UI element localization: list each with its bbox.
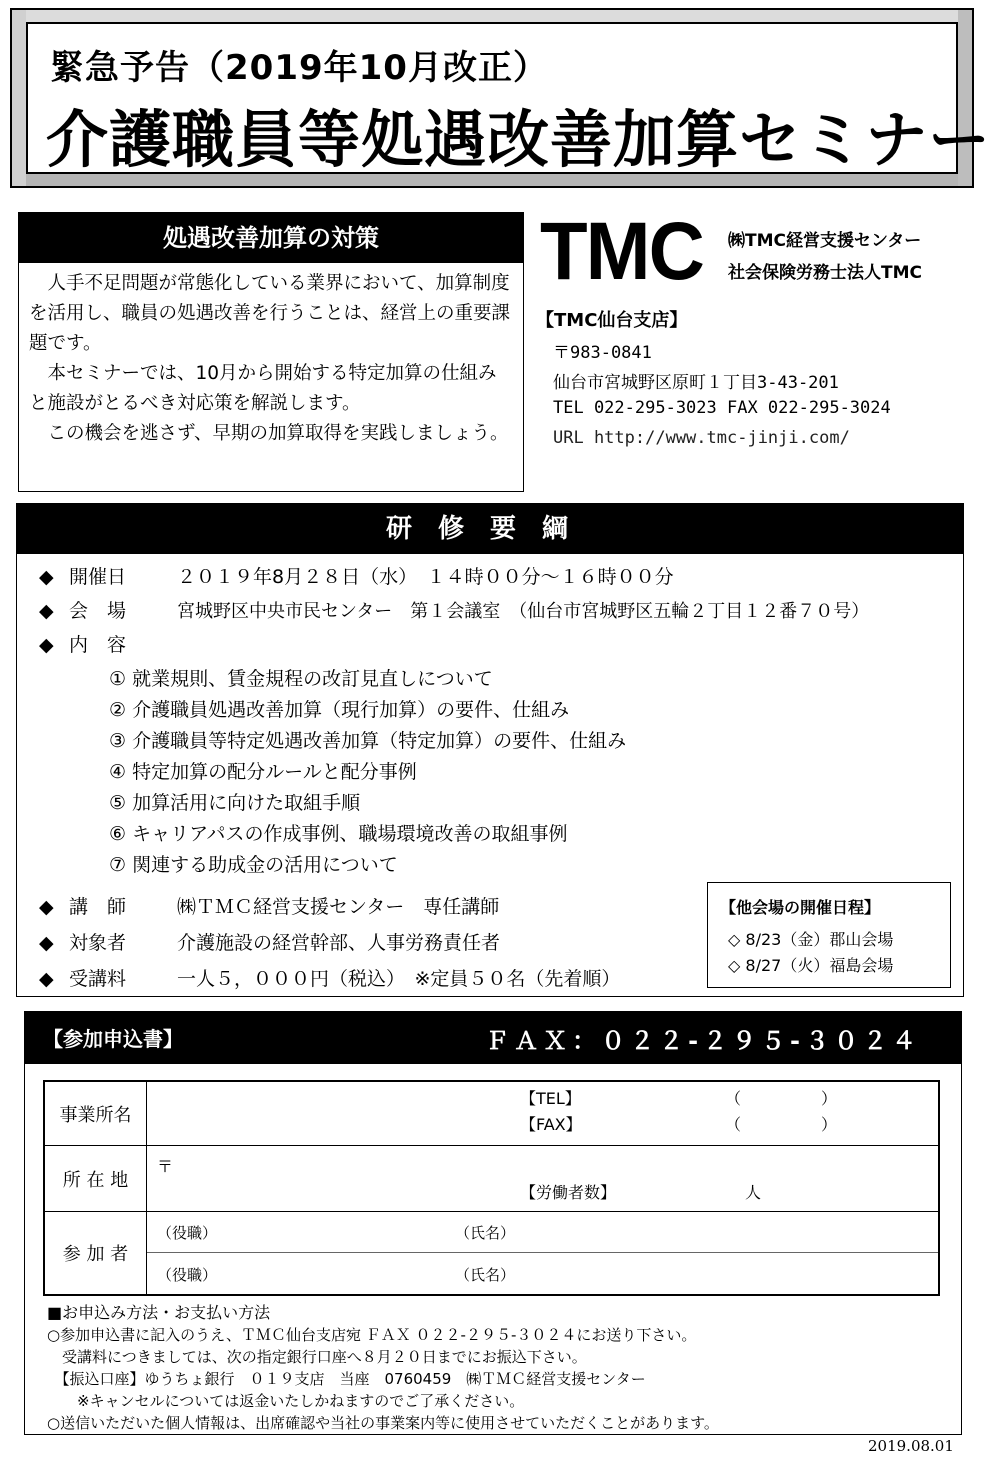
outline-row-date	[39, 562, 674, 589]
form-row-office	[45, 1082, 938, 1146]
workers-label: 【労働者数】	[520, 1183, 617, 1202]
content-item: ⑤ 加算活用に向けた取組手順	[109, 792, 361, 814]
application-notes	[47, 1302, 719, 1434]
form-row-address	[45, 1146, 938, 1212]
workers-unit: 人	[745, 1183, 762, 1202]
office-label: 事業所名	[45, 1082, 147, 1145]
position-label[interactable]: （役職）	[157, 1224, 218, 1242]
name-label[interactable]: （氏名）	[455, 1266, 516, 1284]
intro-box	[18, 212, 524, 492]
branch-title: 【TMC仙台支店】	[536, 310, 688, 331]
branch-address: 仙台市宮城野区原町１丁目3-43-201	[553, 373, 839, 393]
other-venues-box	[707, 882, 951, 988]
application-heading: 【参加申込書】	[43, 1027, 183, 1051]
intro-text	[29, 269, 513, 449]
row-label: 内 容	[69, 634, 127, 656]
diamond-icon: ◆	[39, 968, 54, 990]
outline-row-fee	[39, 964, 620, 991]
outline-row-content	[39, 630, 177, 657]
participant-label: 参 加 者	[45, 1212, 147, 1294]
row-label: 受講料	[69, 968, 127, 990]
application-section	[24, 1011, 962, 1435]
content-item: ③ 介護職員等特定処遇改善加算（特定加算）の要件、仕組み	[109, 730, 627, 752]
notes-heading: ■お申込み方法・お支払い方法	[47, 1303, 271, 1322]
content-item: ⑥ キャリアパスの作成事例、職場環境改善の取組事例	[109, 823, 568, 845]
name-label[interactable]: （氏名）	[455, 1224, 516, 1242]
row-value: 一人５，０００円（税込） ※定員５０名（先着順）	[177, 968, 621, 990]
row-label: 講 師	[69, 896, 127, 918]
application-header	[25, 1012, 961, 1064]
content-item: ② 介護職員処遇改善加算（現行加算）の要件、仕組み	[109, 699, 570, 721]
note-line: ○参加申込書に記入のうえ、ＴＭＣ仙台支店宛 ＦＡＸ ０２２-２９５-３０２４にお送り下さい。	[47, 1326, 697, 1344]
page-title: 介護職員等処遇改善加算セミナー	[46, 103, 992, 176]
other-venue-item: ◇ 8/27（火）福島会場	[728, 956, 894, 975]
company-name-secondary: 社会保険労務士法人TMC	[728, 263, 922, 283]
tel-label: 【TEL】	[520, 1089, 581, 1108]
position-label[interactable]: （役職）	[157, 1266, 218, 1284]
row-value: 宮城野区中央市民センター 第１会議室 （仙台市宮城野区五輪２丁目１２番７０号）	[177, 601, 870, 622]
intro-heading: 処遇改善加算の対策	[19, 213, 523, 263]
note-line: 【振込口座】ゆうちょ銀行 ０１９支店 当座 0760459 ㈱ＴＭＣ経営支援センター	[47, 1370, 646, 1388]
branch-url[interactable]: URL http://www.tmc-jinji.com/	[553, 428, 850, 448]
application-fax-number: ＦＡＸ：０２２-２９５-３０２４	[485, 1027, 921, 1055]
note-line: ※キャンセルについては返金いたしかねますのでご了承ください。	[47, 1392, 525, 1410]
title-banner	[10, 8, 992, 188]
company-name: ㈱TMC経営支援センター	[728, 231, 922, 251]
other-venue-item: ◇ 8/23（金）郡山会場	[728, 930, 894, 949]
note-line: 受講料につきましては、次の指定銀行口座へ８月２０日までにお振込下さい。	[47, 1348, 587, 1366]
diamond-icon: ◆	[39, 634, 54, 656]
row-label: 会 場	[69, 600, 127, 622]
outline-section	[16, 503, 964, 997]
title-subheading: 緊急予告（2019年10月改正）	[50, 48, 548, 88]
outline-row-target	[39, 928, 500, 955]
other-venues-title: 【他会場の開催日程】	[720, 898, 881, 917]
application-form	[43, 1080, 940, 1296]
address-label: 所 在 地	[45, 1146, 147, 1211]
intro-paragraph: 本セミナーでは、10月から開始する特定加算の仕組みと施設がとるべき対応策を解説します。	[29, 363, 497, 414]
content-item: ⑦ 関連する助成金の活用について	[109, 854, 398, 876]
row-value: ㈱ＴＭＣ経営支援センター 専任講師	[177, 896, 500, 918]
diamond-icon: ◆	[39, 896, 54, 918]
issue-date: 2019.08.01	[868, 1437, 954, 1455]
diamond-icon: ◆	[39, 600, 54, 622]
content-item: ① 就業規則、賃金規程の改訂見直しについて	[109, 668, 493, 690]
fax-field[interactable]: （ ）	[725, 1115, 838, 1134]
row-label: 開催日	[69, 566, 127, 588]
zip-mark: 〒	[157, 1157, 174, 1176]
branch-zip: 〒983-0841	[553, 343, 652, 363]
note-line: ○送信いただいた個人情報は、出席確認や当社の事業案内等に使用させていただくことがあります。	[47, 1414, 719, 1432]
diamond-icon: ◆	[39, 932, 54, 954]
form-row-participants	[45, 1212, 938, 1294]
tel-field[interactable]: （ ）	[725, 1089, 838, 1108]
intro-paragraph: この機会を逃さず、早期の加算取得を実践しましょう。	[47, 423, 509, 444]
diamond-icon: ◆	[39, 566, 54, 588]
outline-row-venue	[39, 596, 869, 623]
branch-tel-fax: TEL 022-295-3023 FAX 022-295-3024	[553, 398, 891, 418]
row-value: ２０１９年8月２８日（水） １４時００分～１６時００分	[177, 566, 674, 588]
row-value: 介護施設の経営幹部、人事労務責任者	[177, 932, 501, 954]
content-item: ④ 特定加算の配分ルールと配分事例	[109, 761, 417, 783]
outline-row-lecturer	[39, 892, 499, 919]
outline-heading: 研修要綱	[17, 504, 963, 554]
fax-label: 【FAX】	[520, 1115, 582, 1134]
company-logo: TMC	[540, 206, 704, 297]
row-label: 対象者	[69, 932, 127, 954]
intro-paragraph: 人手不足問題が常態化している業界において、加算制度を活用し、職員の処遇改善を行うことは、経営上の重要課題です。	[29, 273, 511, 354]
